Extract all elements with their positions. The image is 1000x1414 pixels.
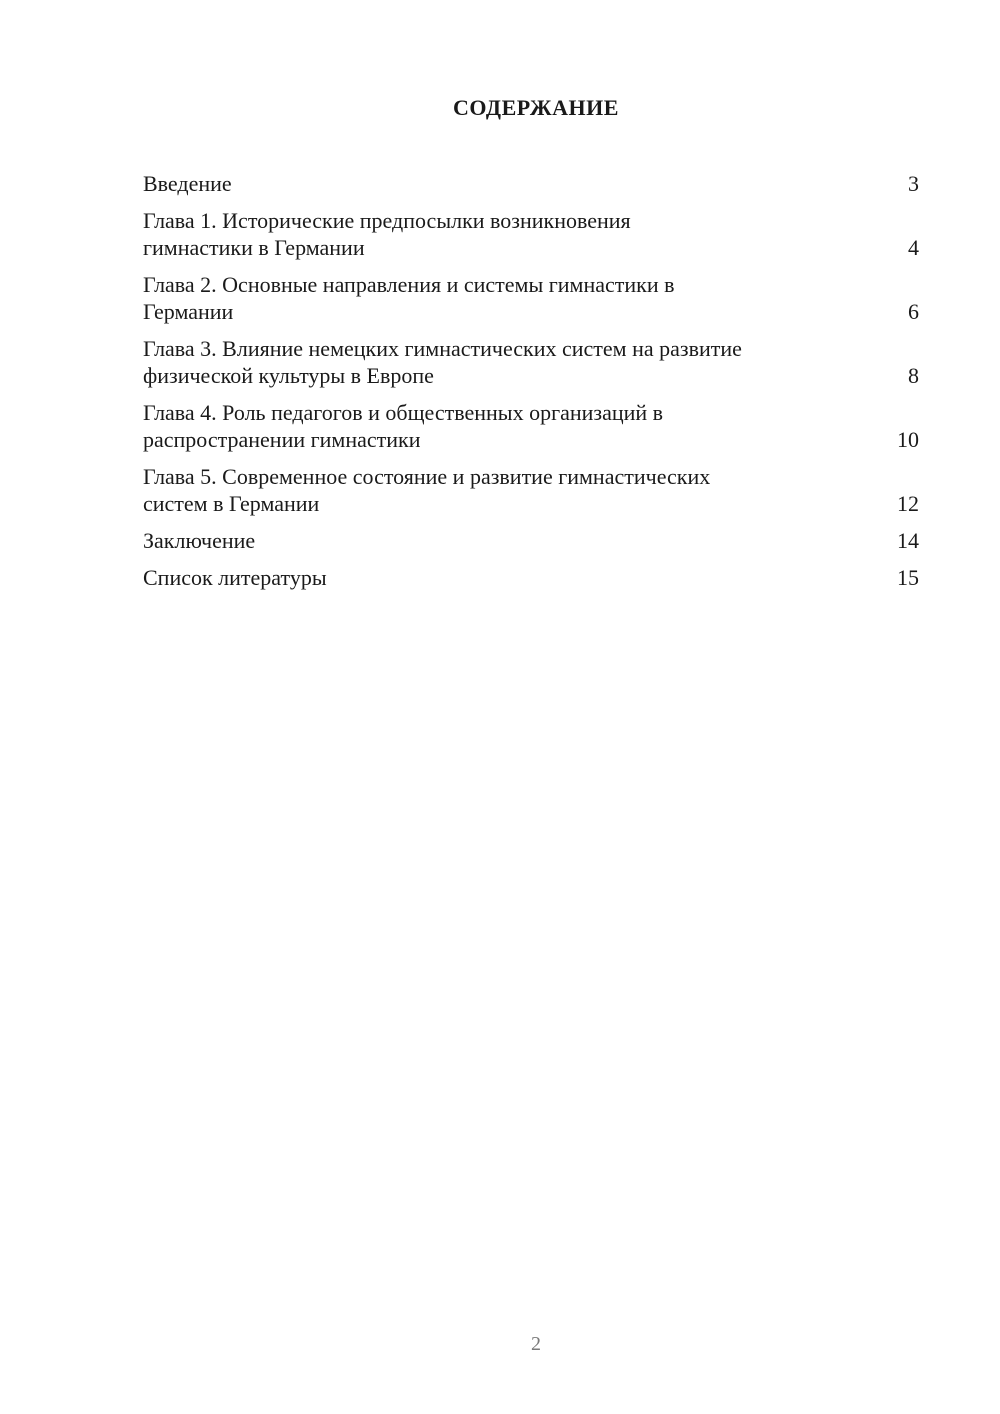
toc-entry-chapter-5 xyxy=(143,463,919,517)
toc-entry-page: 6 xyxy=(908,299,919,324)
toc-entry-page: 12 xyxy=(897,491,919,516)
toc-entry-text: Глава 3. Влияние немецких гимнастических систем на развитие физической культуры в Европе xyxy=(143,336,742,388)
toc-entry-text: Список литературы xyxy=(143,565,327,590)
toc-entry-text: Глава 4. Роль педагогов и общественных организаций в распространении гимнастики xyxy=(143,400,664,452)
toc-entry-references xyxy=(143,564,919,591)
toc-entry-page: 8 xyxy=(908,363,919,388)
toc-entry-introduction xyxy=(143,170,919,197)
table-of-contents xyxy=(143,170,919,601)
toc-entry-page: 15 xyxy=(897,565,919,590)
toc-entry-text: Глава 2. Основные направления и системы гимнастики в Германии xyxy=(143,272,675,324)
page-number: 2 xyxy=(531,1333,541,1355)
toc-entry-page: 4 xyxy=(908,235,919,260)
toc-entry-text: Заключение xyxy=(143,528,256,553)
toc-entry-page: 3 xyxy=(908,171,919,196)
toc-entry-text: Глава 5. Современное состояние и развитие гимнастических систем в Германии xyxy=(143,464,711,516)
toc-entry-text: Глава 1. Исторические предпосылки возникновения гимнастики в Германии xyxy=(143,208,631,260)
toc-entry-conclusion xyxy=(143,527,919,554)
toc-entry-text: Введение xyxy=(143,171,232,196)
toc-title: СОДЕРЖАНИЕ xyxy=(453,95,619,120)
toc-entry-chapter-4 xyxy=(143,399,919,453)
toc-entry-chapter-3 xyxy=(143,335,919,389)
toc-entry-page: 10 xyxy=(897,427,919,452)
toc-entry-chapter-2 xyxy=(143,271,919,325)
toc-entry-page: 14 xyxy=(897,528,919,553)
toc-entry-chapter-1 xyxy=(143,207,919,261)
